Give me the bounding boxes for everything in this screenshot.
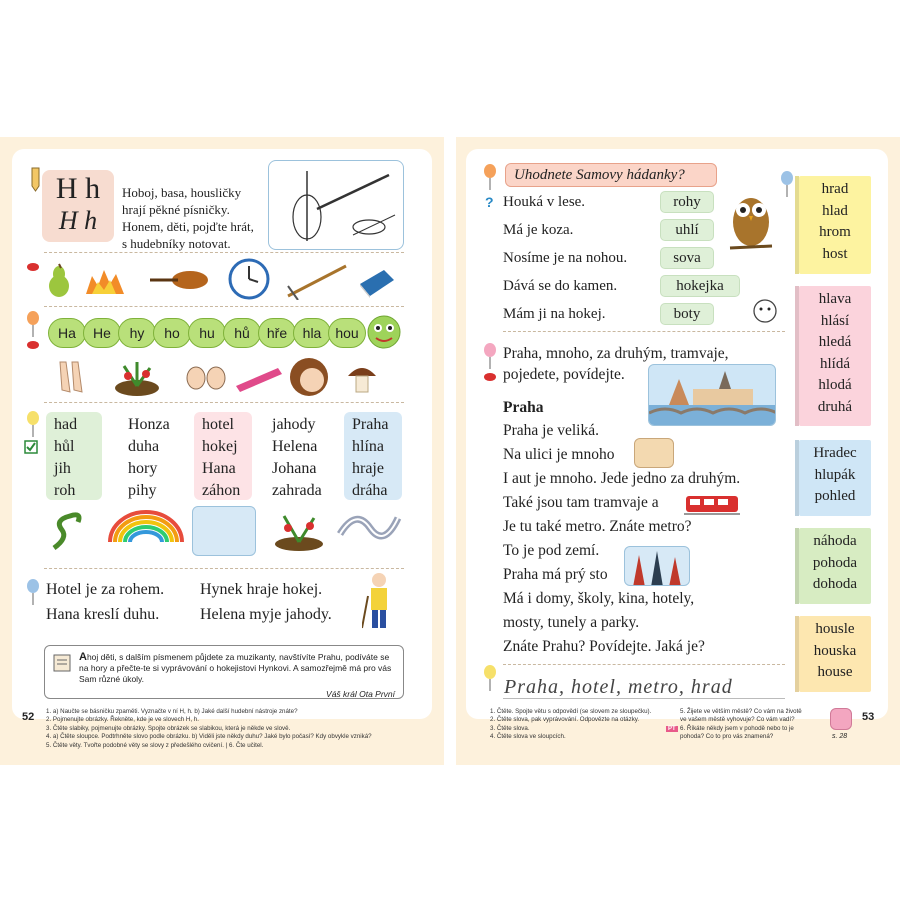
footnotes-right-col2 <box>680 708 820 742</box>
poem-line: Hoboj, basa, housličky <box>122 185 242 200</box>
story-line: Je tu také metro. Znáte metro? <box>503 518 692 535</box>
smiley-icon <box>752 298 778 324</box>
word: Johana <box>272 460 317 477</box>
syllable: hy <box>118 318 156 348</box>
word-column-5 <box>344 412 402 500</box>
word: hlásí <box>820 312 850 329</box>
word: hlad <box>822 202 848 219</box>
word-column-3 <box>194 412 252 500</box>
gardener-picture <box>192 506 256 556</box>
story-line: Na ulici je mnoho <box>503 446 615 463</box>
word: host <box>822 245 848 262</box>
word: duha <box>128 438 160 455</box>
word-box-hlava <box>799 286 871 426</box>
answer-chip: sova <box>660 247 714 269</box>
word: hlína <box>352 438 384 455</box>
syllable: He <box>83 318 121 348</box>
letter-printed: H h <box>55 172 101 205</box>
word: druhá <box>817 398 853 415</box>
word: jahody <box>272 416 316 433</box>
footnote: 3. Čtěte slabiky, pojmenujte obrázky. Spojte obrázek se slabikou, která je někde ve slově. <box>46 724 291 732</box>
word: záhon <box>202 482 241 499</box>
story-line: mosty, tunely a parky. <box>503 614 640 631</box>
footnote: 3. Čtěte slova. <box>490 724 530 732</box>
castle-illustration <box>649 365 776 426</box>
footnote: pohoda? Co to pro vás znamená? <box>680 733 774 741</box>
scroll-icon <box>51 652 73 674</box>
word: Hradec <box>813 445 857 461</box>
syllable: Ha <box>48 318 86 348</box>
footnote: 6. Říkáte někdy jsem v pohodě nebo to je <box>680 724 794 732</box>
word: jih <box>54 460 71 477</box>
footnote: 5. Žijete ve větším městě? Co vám na životě <box>680 708 802 715</box>
word: house <box>817 664 853 680</box>
word: housle <box>815 621 855 637</box>
word: hrom <box>819 224 851 240</box>
syllable: hou <box>328 318 366 348</box>
word: hlava <box>818 291 852 307</box>
ears-icon <box>184 364 228 392</box>
footnote: 4. a) Čtěte sloupce. Podtrhněte slovo podle obrázku. b) Viděli jste někdy duhu? Jaké bylo počasí? Kdy obvykle vzniká? <box>46 733 372 741</box>
story-line: Má i domy, školy, kina, hotely, <box>503 590 695 607</box>
syllable: ho <box>153 318 191 348</box>
story-line: Znáte Prahu? Povídejte. Jaká je? <box>503 638 705 655</box>
feet-icon <box>54 360 84 396</box>
rake-icon <box>284 260 350 300</box>
divider <box>44 402 404 403</box>
word: dohoda <box>812 576 858 592</box>
word: pihy <box>128 482 157 499</box>
pt-badge: PT <box>668 726 676 732</box>
prague-castle-picture <box>648 364 776 426</box>
lips-icon <box>26 262 40 272</box>
balloon-icon <box>483 163 497 191</box>
page-number-right: 53 <box>862 711 875 723</box>
sentence: Hotel je za rohem. <box>46 581 165 598</box>
word-column-2 <box>128 414 170 502</box>
story-line: Praha má prý sto <box>503 566 608 583</box>
word: hrad <box>821 181 849 197</box>
footnote: 1. a) Naučte se básničku zpaměti. Vyznačte v ní H, h. b) Jaké další hudební nástroje znáte? <box>46 708 298 715</box>
footnote: ve vašem městě vyhovuje? Co vám vadí? <box>680 716 795 724</box>
syllable: hře <box>258 318 296 348</box>
divider <box>44 568 404 569</box>
handwriting-line: Praha, hotel, metro, hrad <box>504 676 733 698</box>
word-column-4 <box>272 414 322 502</box>
balloon-icon <box>483 342 497 370</box>
story-line: Praha je veliká. <box>503 422 599 439</box>
letter-card <box>42 170 114 242</box>
divider <box>503 331 785 332</box>
note-text: hoj děti, s dalším písmenem půjdete za muzikanty, navštívíte Prahu, podíváte se na hory a přečte-te si vyprávování o hokejistovi Hynkovi. A samozřejmě má pro vás Sam různé úkoly. <box>79 652 392 684</box>
comb-icon <box>232 364 284 394</box>
word: hůl <box>54 438 75 455</box>
riddle: Houká v lese. <box>503 194 586 210</box>
lips-icon <box>26 340 40 350</box>
balloon-icon <box>26 578 40 606</box>
syllable-caterpillar <box>48 318 363 348</box>
snake-icon <box>48 508 88 552</box>
question-icon: ? <box>485 194 494 210</box>
towers-illustration <box>625 547 690 586</box>
answer-chip: rohy <box>660 191 714 213</box>
king-note <box>44 645 404 699</box>
divider <box>44 306 404 307</box>
note-signature: Váš král Ota První <box>326 689 395 699</box>
word: hlodá <box>818 377 852 393</box>
balloon-icon <box>780 170 794 198</box>
strawberry-plant-icon <box>112 358 162 398</box>
riddle: Mám ji na hokej. <box>503 306 606 322</box>
word: hokej <box>202 438 238 455</box>
word: dráha <box>352 482 388 499</box>
story-line: To je pod zemí. <box>503 542 600 559</box>
footnote: 1. Čtěte. Spojte větu s odpovědí (se slovem ze sloupečku). <box>490 708 652 715</box>
riddle: Nosíme je na nohou. <box>503 250 628 266</box>
footnotes-left <box>46 708 406 750</box>
hockey-player-icon <box>362 570 396 632</box>
syllable: hu <box>188 318 226 348</box>
syllable: hů <box>223 318 261 348</box>
checkbox-icon <box>24 440 38 454</box>
word: hledá <box>818 334 852 350</box>
caterpillar-head-icon <box>366 310 402 354</box>
answer-chip: boty <box>660 303 714 325</box>
story-title: Praha <box>503 399 544 416</box>
crowd-picture <box>634 438 674 468</box>
word-box-hradec <box>799 440 871 516</box>
letter-cursive: H h <box>58 206 98 235</box>
balloon-icon <box>26 310 40 338</box>
instruments-picture <box>268 160 404 250</box>
word: hraje <box>352 460 384 477</box>
word: Helena <box>272 438 318 455</box>
clock-icon <box>228 258 270 300</box>
word-box-housle <box>799 616 871 692</box>
word: pohoda <box>812 554 858 571</box>
poem-line: hrají pěkné písničky. <box>122 202 230 217</box>
sentence: Hana kreslí duhu. <box>46 606 160 623</box>
note-initial: A <box>79 651 87 663</box>
word: zahrada <box>272 482 322 499</box>
word-column-1 <box>46 412 102 500</box>
workbook-thumbnail <box>830 708 852 730</box>
fire-icon <box>82 266 128 296</box>
pencil-icon <box>28 166 42 192</box>
divider <box>44 252 404 253</box>
answer-chip: hokejka <box>660 275 740 297</box>
mushroom-icon <box>344 360 380 396</box>
rainbow-icon <box>106 504 186 544</box>
page-number-left: 52 <box>22 711 35 723</box>
handwriting-baseline <box>503 698 785 699</box>
girl-face-icon <box>288 356 330 398</box>
syllable: hla <box>293 318 331 348</box>
word: hlídá <box>820 355 850 372</box>
word: roh <box>54 482 76 499</box>
balloon-icon <box>26 410 40 438</box>
riddles-heading: Uhodnete Samovy hádanky? <box>505 163 717 187</box>
footnote: 2. Čtěte slova, pak vyprávování. Odpovězte na otázky. <box>490 716 640 724</box>
story-line: Také jsou tam tramvaje a <box>503 494 659 511</box>
poem-line: s hudebníky notovat. <box>122 236 231 251</box>
tram-icon <box>684 492 740 516</box>
pear-icon <box>46 262 72 298</box>
word: hotel <box>202 416 234 433</box>
footnote: 2. Pojmenujte obrázky. Řekněte, kde je ve slovech H, h. <box>46 716 199 724</box>
workbook-page-ref: s. 28 <box>832 733 848 740</box>
word: hory <box>128 460 158 477</box>
word: houska <box>813 642 857 659</box>
answer-chip: uhlí <box>660 219 714 241</box>
sentence: Helena myje jahody. <box>200 606 332 623</box>
owl-icon <box>728 188 774 254</box>
intro-line: pojedete, povídejte. <box>503 366 625 383</box>
book-icon <box>356 266 396 298</box>
footnote: 5. Čtěte věty. Tvořte podobné věty se slovy z předešlého cvičení. | 6. Čte učitel. <box>46 741 264 749</box>
lips-icon <box>483 372 497 382</box>
maze-roads-icon <box>336 504 402 550</box>
word: hlupák <box>814 466 856 483</box>
towers-picture <box>624 546 690 586</box>
word: had <box>54 416 78 433</box>
poem <box>122 184 272 252</box>
word: náhoda <box>813 533 857 549</box>
word: Hana <box>202 460 236 477</box>
riddle: Má je koza. <box>503 222 574 238</box>
word: pohled <box>814 488 856 504</box>
footnote: 4. Čtěte slova ve sloupcích. <box>490 733 566 741</box>
divider <box>503 664 785 665</box>
instruments-illustration <box>269 161 405 251</box>
word: Praha <box>352 416 389 433</box>
strawberry-plant-icon <box>272 506 326 552</box>
word-box-nahoda <box>799 528 871 604</box>
violin-icon <box>148 268 212 292</box>
riddle: Dává se do kamen. <box>503 278 618 294</box>
word: Honza <box>128 416 170 433</box>
poem-line: Honem, děti, pojďte hrát, <box>122 219 254 234</box>
story-line: I aut je mnoho. Jede jedno za druhým. <box>503 470 741 487</box>
intro-line: Praha, mnoho, za druhým, tramvaje, <box>503 345 729 362</box>
balloon-icon <box>483 664 497 692</box>
sentence: Hynek hraje hokej. <box>200 581 323 598</box>
footnotes-right-col1 <box>490 708 690 742</box>
word-box-hrad <box>799 176 871 274</box>
